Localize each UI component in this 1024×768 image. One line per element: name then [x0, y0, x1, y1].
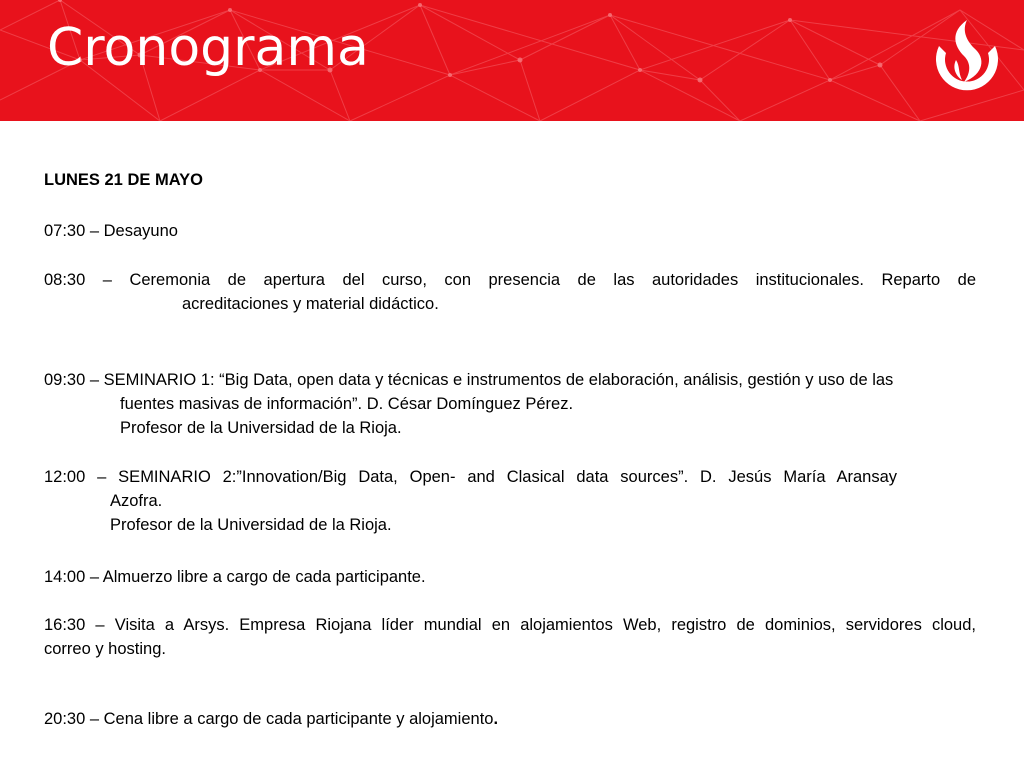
schedule-item-0830-cont: acreditaciones y material didáctico. — [182, 295, 439, 313]
schedule-item-0930: 09:30 – SEMINARIO 1: “Big Data, open data y técnicas e instrumentos de elaboración, análisis, gestión y uso de las — [44, 371, 894, 389]
schedule-item-0830: 08:30 – Ceremonia de apertura del curso, con presencia de las autoridades institucionales. Reparto de — [44, 271, 976, 289]
schedule-item-1630-cont: correo y hosting. — [44, 640, 166, 658]
schedule-item-0730: 07:30 – Desayuno — [44, 222, 178, 240]
schedule-item-0930-cont: fuentes masivas de información”. D. César Domínguez Pérez. — [120, 395, 574, 413]
schedule-item-2030 — [44, 707, 498, 731]
schedule-item-1200-cont: Azofra. — [110, 492, 163, 510]
schedule-item-1200-speaker: Profesor de la Universidad de la Rioja. — [110, 516, 392, 534]
schedule-item-1200: 12:00 – SEMINARIO 2:”Innovation/Big Data, Open- and Clasical data sources”. D. Jesús María Aransay — [44, 468, 897, 486]
schedule-item-1630: 16:30 – Visita a Arsys. Empresa Riojana líder mundial en alojamientos Web, registro de dominios, servidores cloud, — [44, 616, 976, 634]
schedule-item-2030-text: 20:30 – Cena libre a cargo de cada participante y alojamiento — [44, 710, 494, 728]
schedule-item-0930-speaker: Profesor de la Universidad de la Rioja. — [120, 419, 402, 437]
schedule-item-2030-period: . — [493, 710, 499, 728]
page-title: Cronograma — [47, 18, 369, 78]
schedule-day-heading: LUNES 21 DE MAYO — [44, 171, 203, 189]
flame-circle-icon — [928, 20, 1006, 102]
header-banner — [0, 0, 1024, 121]
schedule-item-1400: 14:00 – Almuerzo libre a cargo de cada participante. — [44, 568, 426, 586]
